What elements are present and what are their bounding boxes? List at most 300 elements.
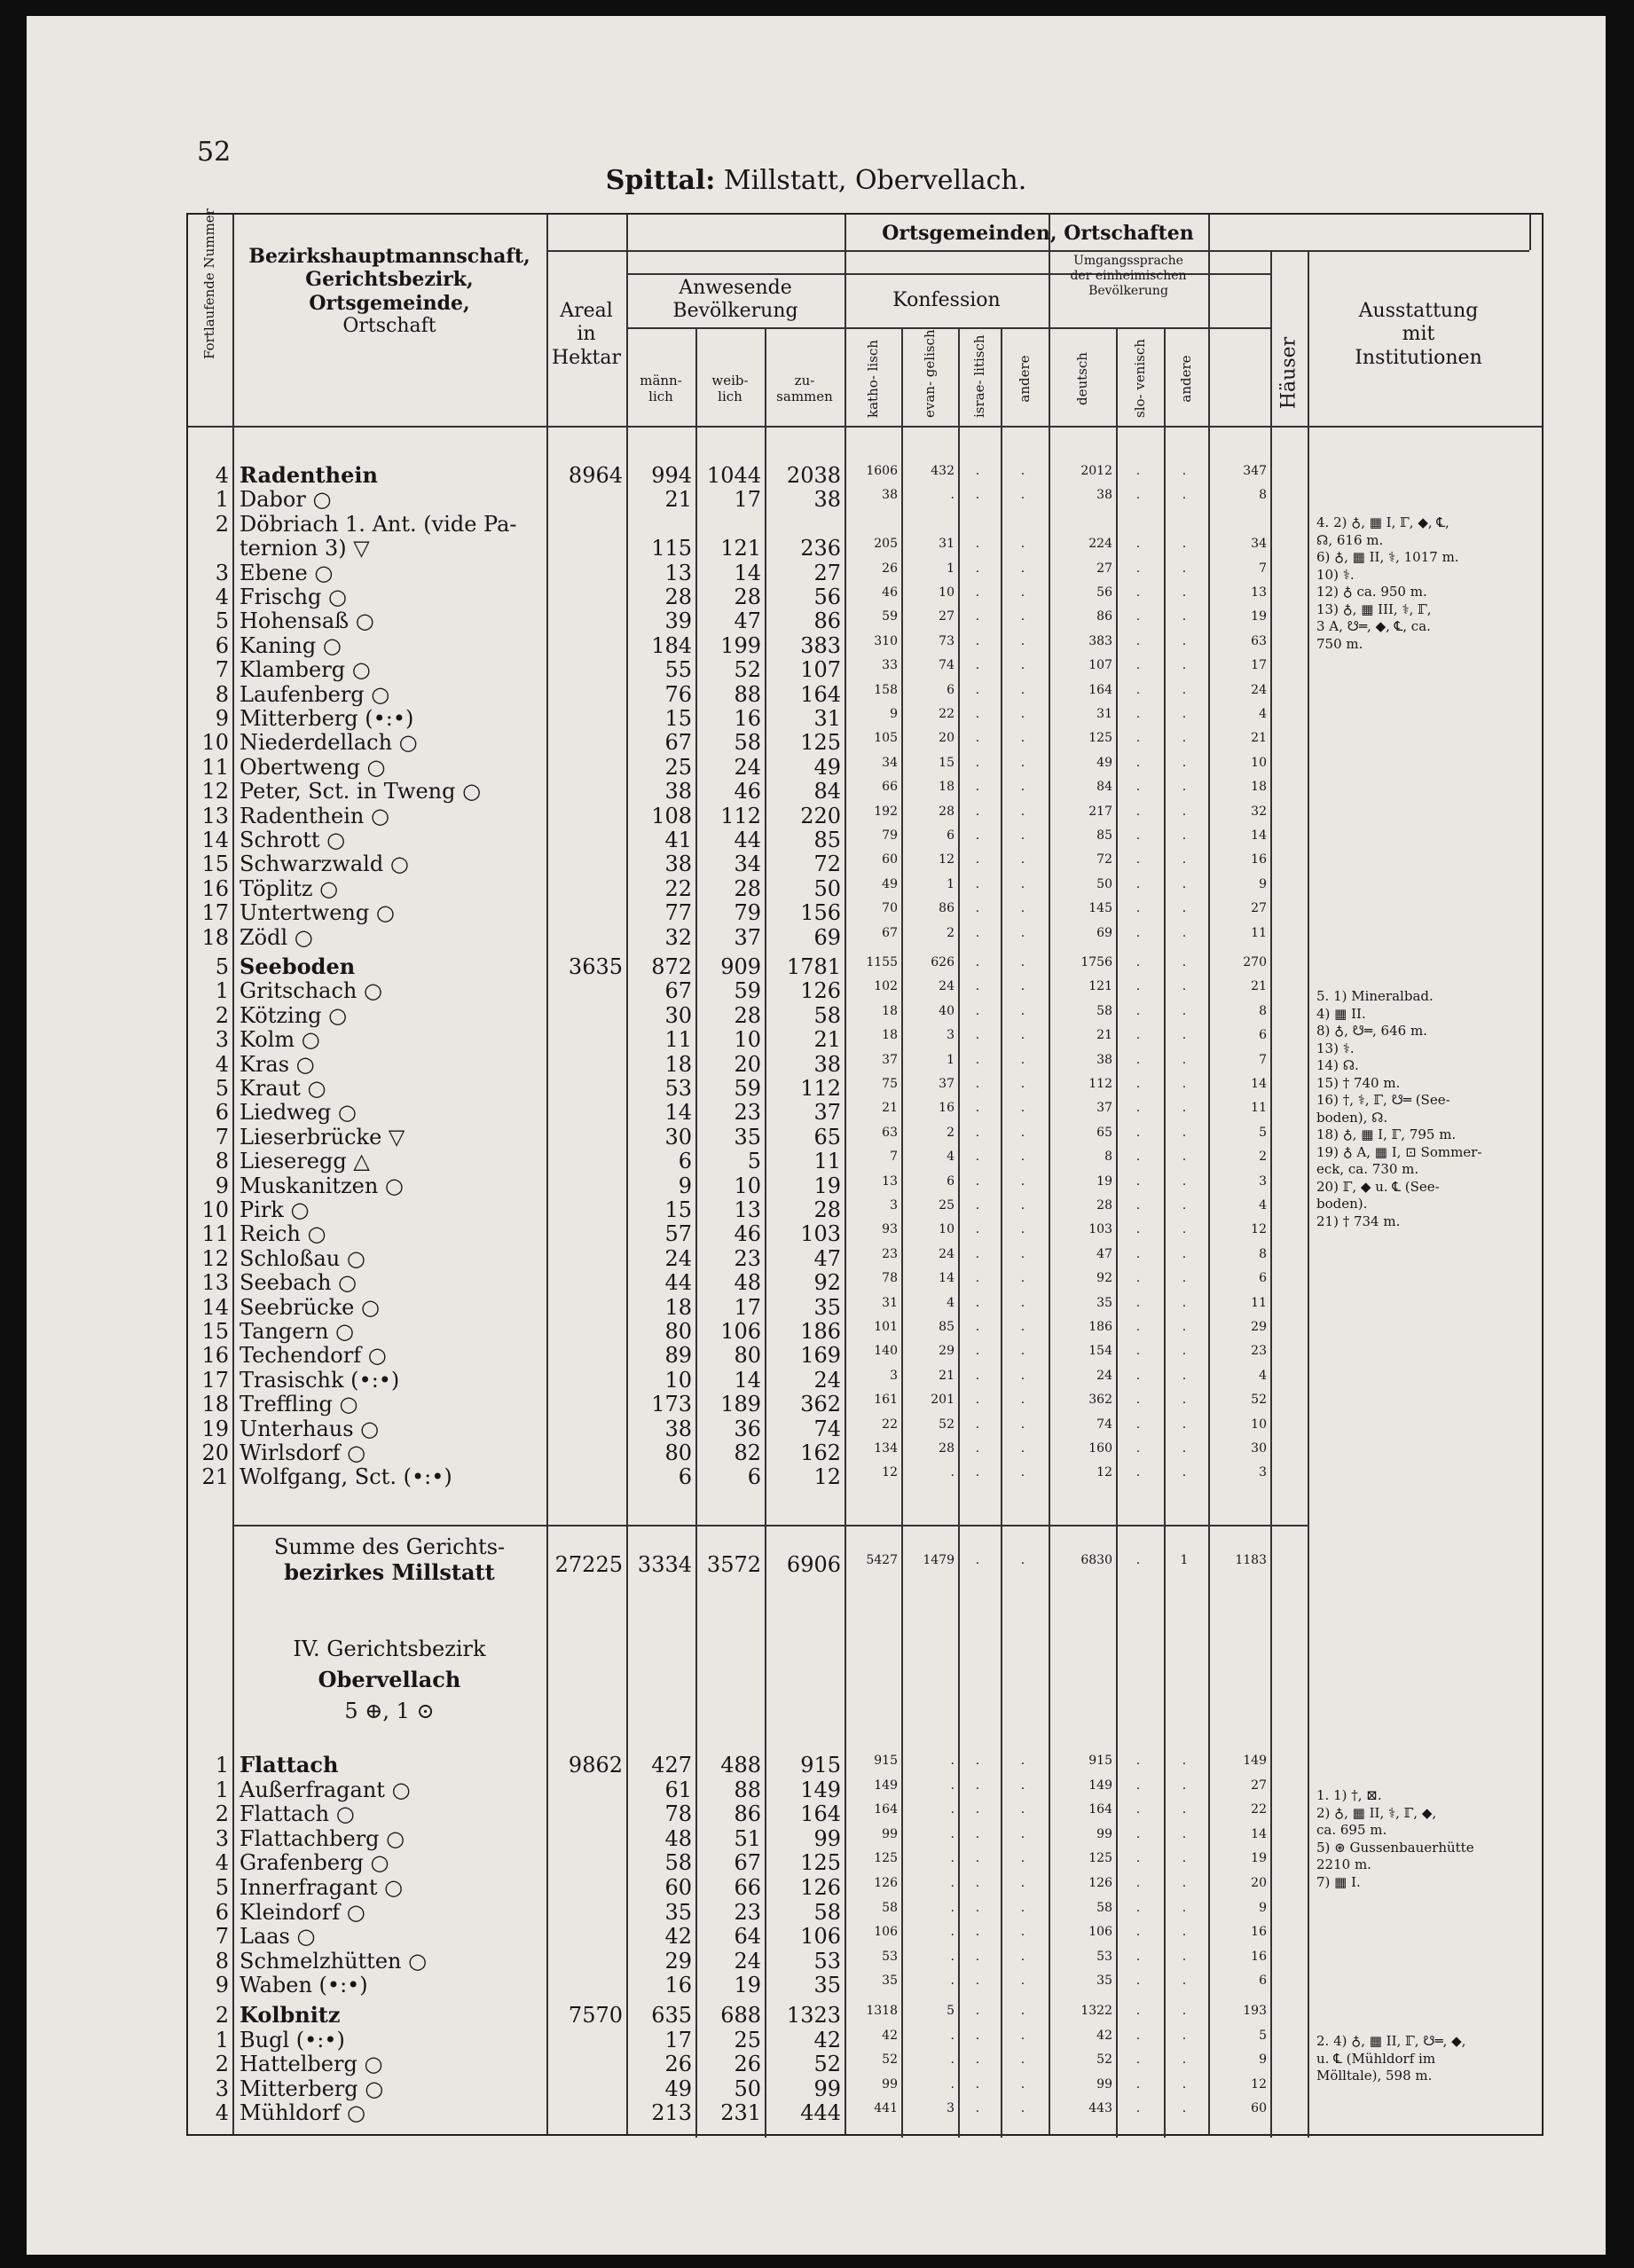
header-areal-line1: Areal xyxy=(560,300,613,322)
cell-w: 36 xyxy=(734,1416,761,1441)
cell-a: . xyxy=(1020,488,1025,503)
cell-h: 5 xyxy=(1259,1125,1267,1140)
cell-d: 383 xyxy=(1088,633,1112,648)
cell-e: 29 xyxy=(939,1344,954,1359)
cell-name: Innerfragant ○ xyxy=(240,1875,404,1900)
header-katholisch: katho- lisch xyxy=(865,340,881,418)
cell-nr: 2 xyxy=(215,2003,229,2028)
cell-i: . xyxy=(975,1802,980,1817)
cell-name: Kleindorf ○ xyxy=(240,1899,365,1925)
cell-i: . xyxy=(975,1393,980,1408)
cell-name: Döbriach 1. Ant. (vide Pa- xyxy=(240,511,517,537)
cell-h: 11 xyxy=(1251,1101,1267,1116)
cell-z: 92 xyxy=(813,1270,841,1296)
cell-o: . xyxy=(1182,1344,1187,1359)
cell-a: . xyxy=(1020,828,1025,843)
cell-name: Radenthein xyxy=(240,462,378,488)
cell-e: 16 xyxy=(939,1101,954,1116)
cell-name: Lieseregg △ xyxy=(240,1149,370,1174)
cell-m: 49 xyxy=(664,2076,692,2101)
cell-i: . xyxy=(975,955,980,969)
cell-o: . xyxy=(1182,609,1187,624)
cell-o: . xyxy=(1182,464,1187,478)
cell-e: . xyxy=(950,1802,954,1817)
cell-d: 53 xyxy=(1096,1949,1112,1964)
cell-k: 149 xyxy=(874,1778,898,1793)
header-ausst-line3: Institutionen xyxy=(1355,346,1482,369)
cell-a: . xyxy=(1020,876,1025,891)
cell-d: 149 xyxy=(1088,1778,1112,1793)
cell-o: . xyxy=(1182,1802,1187,1817)
cell-s: . xyxy=(1135,2028,1141,2043)
cell-o: . xyxy=(1182,488,1187,503)
cell-m: 30 xyxy=(664,1002,692,1028)
cell-w: 121 xyxy=(720,536,761,561)
cell-w: 23 xyxy=(734,1245,761,1271)
cell-d: 38 xyxy=(1096,1052,1112,1067)
cell-nr: 11 xyxy=(201,754,229,780)
cell-name: ternion 3) ▽ xyxy=(240,536,370,561)
cell-k: 58 xyxy=(882,1900,898,1915)
cell-nr: 12 xyxy=(201,779,229,804)
cell-d: 69 xyxy=(1096,925,1112,940)
cell-e: . xyxy=(950,1826,954,1841)
cell-k: 134 xyxy=(874,1441,898,1456)
cell-nr: 9 xyxy=(215,1173,229,1198)
cell-e: 28 xyxy=(939,1441,954,1456)
cell-a: . xyxy=(1020,1198,1025,1212)
cell-nr: 2 xyxy=(215,1002,229,1028)
cell-nr: 18 xyxy=(201,1392,229,1417)
cell-m: 80 xyxy=(664,1440,692,1465)
cell-z: 103 xyxy=(800,1221,841,1247)
cell-k: 63 xyxy=(882,1125,898,1140)
cell-i: . xyxy=(975,1754,980,1768)
cell-m: 108 xyxy=(651,803,692,828)
cell-w: 88 xyxy=(734,1777,761,1802)
cell-k: 13 xyxy=(882,1173,898,1189)
cell-z: 35 xyxy=(813,1294,841,1320)
cell-s: . xyxy=(1135,585,1141,600)
cell-s: . xyxy=(1135,901,1141,916)
cell-s: . xyxy=(1135,1851,1141,1866)
cell-nr: 18 xyxy=(201,924,229,950)
section-line3: 5 ⊕, 1 ⊙ xyxy=(344,1698,435,1723)
cell-k: 158 xyxy=(874,682,898,697)
cell-w: 10 xyxy=(734,1173,761,1198)
cell-s: . xyxy=(1135,1465,1141,1480)
cell-w: 24 xyxy=(734,754,761,780)
cell-w: 34 xyxy=(734,851,761,877)
cell-d: 74 xyxy=(1096,1417,1112,1432)
cell-name: Wirlsdorf ○ xyxy=(240,1440,366,1465)
cell-z: 27 xyxy=(813,560,841,585)
cell-z: 162 xyxy=(800,1440,841,1465)
cell-s: . xyxy=(1135,1077,1141,1091)
cell-name: Unterhaus ○ xyxy=(240,1416,380,1441)
cell-k: 21 xyxy=(882,1101,898,1116)
cell-name: Untertweng ○ xyxy=(240,900,395,926)
cell-s: . xyxy=(1135,828,1141,843)
cell-m: 184 xyxy=(651,632,692,658)
header-evangelisch: evan- gelisch xyxy=(922,329,938,418)
cell-i: . xyxy=(975,2052,980,2068)
cell-name: Ebene ○ xyxy=(240,560,334,585)
col-line xyxy=(232,215,234,2134)
cell-z: 106 xyxy=(800,1924,841,1950)
cell-name: Peter, Sct. in Tweng ○ xyxy=(240,779,482,804)
cell-z: 126 xyxy=(800,978,841,1004)
cell-d: 56 xyxy=(1096,585,1112,600)
cell-nr: 4 xyxy=(215,2100,229,2126)
cell-m: 872 xyxy=(651,954,692,979)
cell-d: 58 xyxy=(1096,1900,1112,1915)
cell-i: . xyxy=(975,2004,980,2018)
cell-z: 58 xyxy=(813,1002,841,1028)
cell-a: . xyxy=(1020,2101,1025,2116)
cell-z: 126 xyxy=(800,1875,841,1900)
cell-z: 19 xyxy=(813,1173,841,1198)
cell-d: 65 xyxy=(1096,1125,1112,1140)
cell-o: . xyxy=(1182,1028,1187,1043)
cell-s: . xyxy=(1135,1754,1141,1768)
cell-m: 35 xyxy=(664,1899,692,1925)
cell-o: . xyxy=(1182,1441,1187,1456)
cell-name: Obertweng ○ xyxy=(240,754,386,780)
cell-w: 688 xyxy=(720,2003,761,2028)
cell-w: 23 xyxy=(734,1100,761,1126)
sum-z: 6906 xyxy=(786,1552,841,1577)
cell-o: . xyxy=(1182,804,1187,819)
note-line: 1. 1) †, ⊠. xyxy=(1316,1787,1382,1803)
cell-o: . xyxy=(1182,1077,1187,1091)
cell-i: . xyxy=(975,658,980,673)
cell-name: Schwarzwald ○ xyxy=(240,851,409,877)
header-areal-line3: Hektar xyxy=(551,346,621,369)
cell-k: 46 xyxy=(882,585,898,600)
note-line: Mölltale), 598 m. xyxy=(1316,2068,1433,2084)
cell-e: 6 xyxy=(947,828,954,843)
cell-w: 52 xyxy=(734,657,761,683)
cell-w: 16 xyxy=(734,706,761,731)
notes-seeboden xyxy=(1316,988,1481,1230)
header-weiblich-line2: lich xyxy=(718,388,742,404)
cell-s: . xyxy=(1135,609,1141,624)
cell-e: . xyxy=(950,1949,954,1964)
cell-z: 362 xyxy=(800,1392,841,1417)
cell-i: . xyxy=(975,1876,980,1890)
sum-label-line2: bezirkes Millstatt xyxy=(284,1558,495,1585)
cell-h: 22 xyxy=(1251,1802,1267,1817)
cell-name: Niederdellach ○ xyxy=(240,730,418,756)
cell-s: . xyxy=(1135,1320,1141,1334)
cell-s: . xyxy=(1135,1198,1141,1212)
cell-e: 12 xyxy=(939,852,954,867)
cell-s: . xyxy=(1135,2101,1141,2116)
cell-name: Radenthein ○ xyxy=(240,803,389,828)
note-line: eck, ca. 730 m. xyxy=(1316,1161,1419,1177)
cell-a: . xyxy=(1020,1077,1025,1091)
header-andere: andere xyxy=(1017,355,1033,403)
cell-i: . xyxy=(975,2101,980,2116)
cell-w: 909 xyxy=(720,954,761,979)
cell-a: . xyxy=(1020,1974,1025,1989)
cell-w: 50 xyxy=(734,2076,761,2101)
cell-w: 26 xyxy=(734,2052,761,2077)
cell-m: 48 xyxy=(664,1825,692,1851)
cell-nr: 5 xyxy=(215,608,229,634)
cell-o: . xyxy=(1182,682,1187,697)
cell-h: 4 xyxy=(1259,1198,1267,1212)
cell-o: . xyxy=(1182,1271,1187,1286)
cell-nr: 4 xyxy=(215,463,229,488)
cell-o: . xyxy=(1182,1222,1187,1237)
cell-h: 27 xyxy=(1251,1778,1267,1793)
cell-s: . xyxy=(1135,1344,1141,1359)
cell-k: 33 xyxy=(882,658,898,673)
cell-e: 10 xyxy=(939,1222,954,1237)
cell-m: 38 xyxy=(664,1416,692,1441)
cell-o: . xyxy=(1182,1949,1187,1964)
cell-i: . xyxy=(975,1222,980,1237)
cell-z: 86 xyxy=(813,608,841,634)
cell-i: . xyxy=(975,1077,980,1091)
cell-h: 14 xyxy=(1251,1826,1267,1841)
note-line: 2210 m. xyxy=(1316,1856,1371,1872)
cell-a: . xyxy=(1020,633,1025,648)
cell-k: 18 xyxy=(882,1028,898,1043)
cell-a: . xyxy=(1020,1222,1025,1237)
header-weiblich xyxy=(695,373,765,404)
cell-m: 60 xyxy=(664,1875,692,1900)
cell-i: . xyxy=(975,1949,980,1964)
cell-nr: 10 xyxy=(201,730,229,756)
cell-m: 26 xyxy=(664,2052,692,2077)
cell-nr: 1 xyxy=(215,1777,229,1802)
cell-w: 67 xyxy=(734,1850,761,1876)
cell-a: . xyxy=(1020,1028,1025,1043)
cell-e: 14 xyxy=(939,1271,954,1286)
cell-a: . xyxy=(1020,1876,1025,1890)
data-table xyxy=(186,208,1544,2136)
cell-areal: 3635 xyxy=(568,954,623,979)
cell-k: 1606 xyxy=(866,464,898,478)
page-number: 52 xyxy=(197,137,232,168)
cell-e: 25 xyxy=(939,1198,954,1212)
cell-name: Kras ○ xyxy=(240,1051,315,1077)
cell-a: . xyxy=(1020,1417,1025,1432)
cell-o: . xyxy=(1182,1851,1187,1866)
cell-e: 73 xyxy=(939,633,954,648)
cell-name: Wolfgang, Sct. (•:•) xyxy=(240,1464,452,1490)
cell-o: . xyxy=(1182,1778,1187,1793)
cell-o: . xyxy=(1182,1150,1187,1165)
cell-nr: 19 xyxy=(201,1416,229,1441)
cell-name: Kolm ○ xyxy=(240,1027,320,1053)
cell-nr: 9 xyxy=(215,706,229,731)
cell-s: . xyxy=(1135,658,1141,673)
cell-w: 24 xyxy=(734,1948,761,1974)
section-line1: IV. Gerichtsbezirk xyxy=(293,1636,486,1661)
cell-o: . xyxy=(1182,537,1187,552)
cell-d: 21 xyxy=(1096,1028,1112,1043)
cell-h: 9 xyxy=(1259,1900,1267,1915)
cell-s: . xyxy=(1135,488,1141,503)
cell-s: . xyxy=(1135,780,1141,795)
cell-a: . xyxy=(1020,804,1025,819)
cell-o: . xyxy=(1182,1173,1187,1189)
cell-d: 154 xyxy=(1088,1344,1112,1359)
cell-d: 84 xyxy=(1096,780,1112,795)
sum-top-line xyxy=(232,1525,1308,1526)
sum-d: 6830 xyxy=(1080,1553,1112,1567)
cell-a: . xyxy=(1020,1125,1025,1140)
cell-e: 5 xyxy=(947,2004,954,2018)
cell-e: 27 xyxy=(939,609,954,624)
cell-m: 78 xyxy=(664,1801,692,1827)
cell-a: . xyxy=(1020,1754,1025,1768)
cell-o: . xyxy=(1182,1393,1187,1408)
cell-m: 9 xyxy=(678,1173,692,1198)
cell-w: 59 xyxy=(734,1076,761,1101)
cell-k: 60 xyxy=(882,852,898,867)
cell-m: 635 xyxy=(651,2003,692,2028)
cell-d: 121 xyxy=(1088,979,1112,994)
cell-m: 17 xyxy=(664,2027,692,2052)
cell-m: 30 xyxy=(664,1124,692,1150)
note-line: u. ℄ (Mühldorf im xyxy=(1316,2050,1436,2067)
cell-m: 115 xyxy=(651,536,692,561)
cell-h: 16 xyxy=(1251,852,1267,867)
cell-h: 7 xyxy=(1259,561,1267,576)
cell-nr: 14 xyxy=(201,1294,229,1320)
cell-z: 38 xyxy=(813,487,841,513)
note-line: 8) ♁, ☋═, 646 m. xyxy=(1316,1023,1427,1039)
cell-nr: 6 xyxy=(215,1899,229,1925)
cell-name: Seeboden xyxy=(240,954,356,979)
cell-k: 23 xyxy=(882,1246,898,1261)
cell-z: 186 xyxy=(800,1319,841,1344)
cell-nr: 17 xyxy=(201,900,229,926)
cell-s: . xyxy=(1135,755,1141,770)
cell-w: 14 xyxy=(734,1367,761,1393)
cell-z: 56 xyxy=(813,585,841,609)
cell-k: 79 xyxy=(882,828,898,843)
header-ausst-line1: Ausstattung xyxy=(1358,300,1479,322)
cell-w: 17 xyxy=(734,487,761,513)
sum-e: 1479 xyxy=(923,1553,954,1567)
cell-i: . xyxy=(975,1295,980,1310)
cell-name: Techendorf ○ xyxy=(240,1343,387,1369)
cell-nr: 7 xyxy=(215,657,229,683)
cell-a: . xyxy=(1020,1949,1025,1964)
cell-m: 24 xyxy=(664,1245,692,1271)
cell-h: 63 xyxy=(1251,633,1267,648)
cell-name: Seebrücke ○ xyxy=(240,1294,380,1320)
cell-a: . xyxy=(1020,1802,1025,1817)
cell-i: . xyxy=(975,561,980,576)
cell-nr: 11 xyxy=(201,1221,229,1247)
sum-h: 1183 xyxy=(1235,1553,1267,1567)
cell-a: . xyxy=(1020,537,1025,552)
cell-k: 3 xyxy=(890,1198,898,1212)
cell-h: 11 xyxy=(1251,1295,1267,1310)
header-ausstattung xyxy=(1308,300,1529,370)
cell-m: 76 xyxy=(664,681,692,707)
header-anwesende-line2: Bevölkerung xyxy=(672,300,798,323)
note-line: 18) ♁, ▦ I, ℾ, 795 m. xyxy=(1316,1126,1457,1142)
cell-s: . xyxy=(1135,1393,1141,1408)
cell-name: Dabor ○ xyxy=(240,487,332,513)
cell-k: 66 xyxy=(882,780,898,795)
header-andere-sprache: andere xyxy=(1178,355,1194,403)
cell-s: . xyxy=(1135,1925,1141,1940)
note-line: 13) ⚕. xyxy=(1316,1040,1355,1056)
cell-d: 19 xyxy=(1096,1173,1112,1189)
sum-label xyxy=(232,1534,546,1586)
cell-k: 35 xyxy=(882,1974,898,1989)
cell-i: . xyxy=(975,1417,980,1432)
section-heading xyxy=(232,1634,546,1726)
cell-s: . xyxy=(1135,2076,1141,2091)
cell-e: 2 xyxy=(947,925,954,940)
cell-k: 37 xyxy=(882,1052,898,1067)
cell-h: 4 xyxy=(1259,1368,1267,1383)
cell-i: . xyxy=(975,1974,980,1989)
header-name-line3: Ortsgemeinde, xyxy=(309,291,470,315)
cell-e: 22 xyxy=(939,707,954,721)
cell-nr: 4 xyxy=(215,1850,229,1876)
cell-name: Seebach ○ xyxy=(240,1270,357,1296)
cell-name: Flattach ○ xyxy=(240,1801,355,1827)
cell-h: 8 xyxy=(1259,1246,1267,1261)
cell-e: . xyxy=(950,1974,954,1989)
cell-o: . xyxy=(1182,1465,1187,1480)
cell-o: . xyxy=(1182,1320,1187,1334)
cell-name: Kolbnitz xyxy=(240,2002,341,2028)
cell-k: 42 xyxy=(882,2028,898,2043)
cell-k: 70 xyxy=(882,901,898,916)
cell-d: 85 xyxy=(1096,828,1112,843)
cell-s: . xyxy=(1135,1974,1141,1989)
page-title xyxy=(27,165,1606,196)
cell-i: . xyxy=(975,1925,980,1940)
cell-m: 57 xyxy=(664,1221,692,1247)
cell-m: 18 xyxy=(664,1294,692,1320)
cell-a: . xyxy=(1020,1173,1025,1189)
cell-a: . xyxy=(1020,852,1025,867)
cell-k: 102 xyxy=(874,979,898,994)
header-maennlich-line2: lich xyxy=(648,388,673,404)
cell-w: 66 xyxy=(734,1875,761,1900)
cell-e: 4 xyxy=(947,1150,954,1165)
header-anwesende xyxy=(626,277,844,324)
cell-e: . xyxy=(950,1925,954,1940)
cell-d: 443 xyxy=(1088,2101,1112,2116)
cell-z: 21 xyxy=(813,1027,841,1053)
cell-w: 199 xyxy=(720,632,761,658)
header-zusammen-line2: sammen xyxy=(776,388,833,404)
cell-i: . xyxy=(975,731,980,746)
cell-s: . xyxy=(1135,561,1141,576)
cell-m: 13 xyxy=(664,560,692,585)
cell-h: 6 xyxy=(1259,1974,1267,1989)
header-zusammen-line1: zu- xyxy=(794,373,815,388)
cell-s: . xyxy=(1135,2052,1141,2068)
cell-w: 28 xyxy=(734,875,761,901)
cell-z: 169 xyxy=(800,1343,841,1369)
cell-o: . xyxy=(1182,2101,1187,2116)
